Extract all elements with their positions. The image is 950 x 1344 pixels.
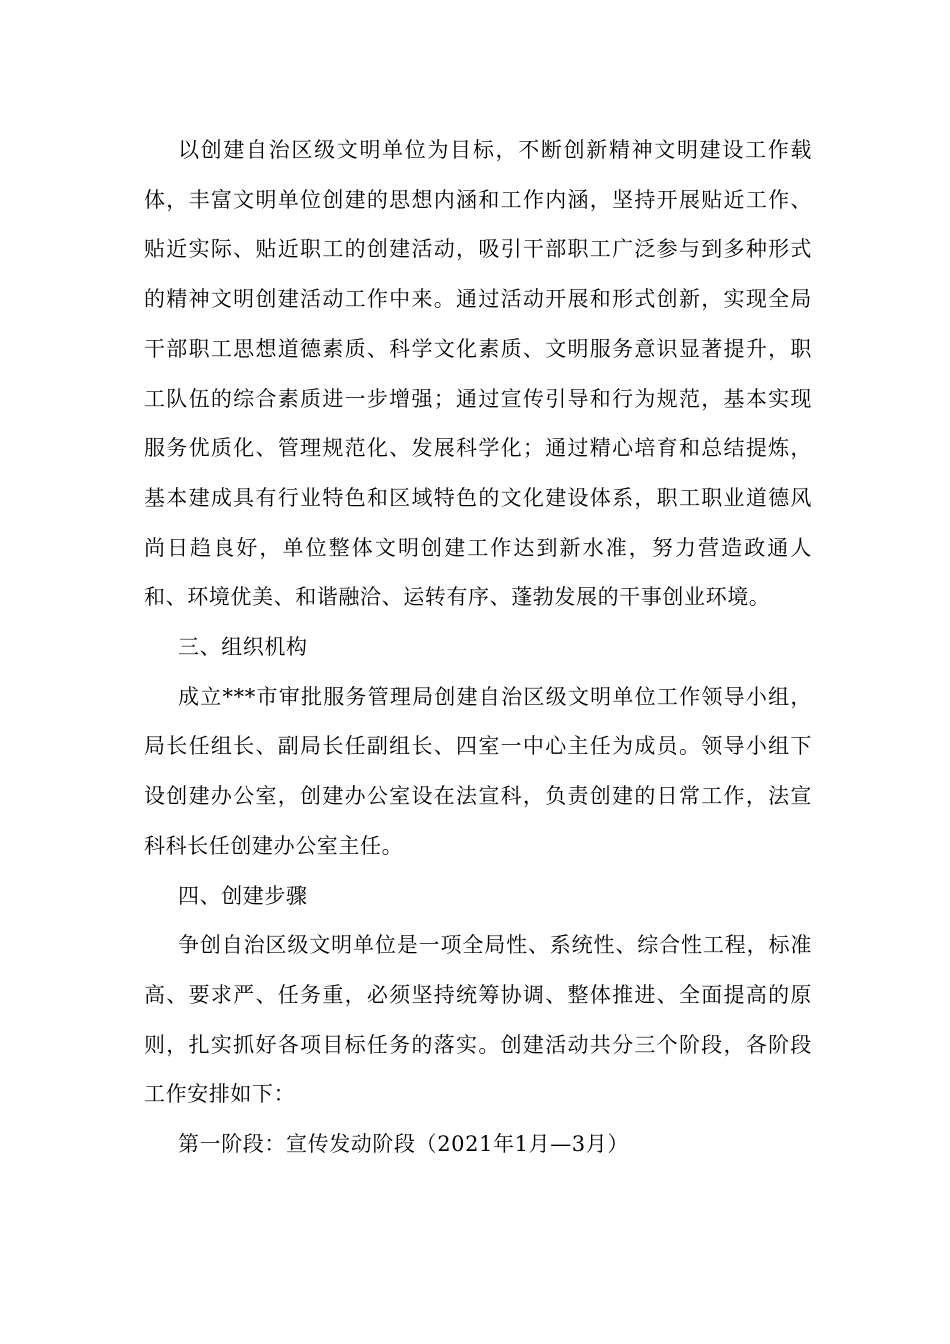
body-paragraph-organization: 成立***市审批服务管理局创建自治区级文明单位工作领导小组，局长任组长、副局长任副组长、四室一中心主任为成员。领导小组下设创建办公室，创建办公室设在法宣科，负责创建的日常工作，法宣科科长任创建办公室主任。 <box>144 684 812 858</box>
section-heading-organization: 三、组织机构 <box>178 635 308 660</box>
document-body <box>144 126 812 1170</box>
body-paragraph-steps: 争创自治区级文明单位是一项全局性、系统性、综合性工程，标准高、要求严、任务重，必须坚持统筹协调、整体推进、全面提高的原则，扎实抓好各项目标任务的落实。创建活动共分三个阶段，各阶段工作安排如下： <box>144 933 812 1107</box>
body-paragraph-goals: 以创建自治区级文明单位为目标，不断创新精神文明建设工作载体，丰富文明单位创建的思想内涵和工作内涵，坚持开展贴近工作、贴近实际、贴近职工的创建活动，吸引干部职工广泛参与到多种形式的精神文明创建活动工作中来。通过活动开展和形式创新，实现全局干部职工思想道德素质、科学文化素质、文明服务意识显著提升，职工队伍的综合素质进一步增强；通过宣传引导和行为规范，基本实现服务优质化、管理规范化、发展科学化；通过精心培育和总结提炼，基本建成具有行业特色和区域特色的文化建设体系，职工职业道德风尚日趋良好，单位整体文明创建工作达到新水准，努力营造政通人和、环境优美、和谐融洽、运转有序、蓬勃发展的干事创业环境。 <box>144 138 812 610</box>
subsection-heading-phase-one: 第一阶段：宣传发动阶段（2021年1月—3月） <box>178 1132 629 1157</box>
section-heading-steps: 四、创建步骤 <box>178 883 308 908</box>
